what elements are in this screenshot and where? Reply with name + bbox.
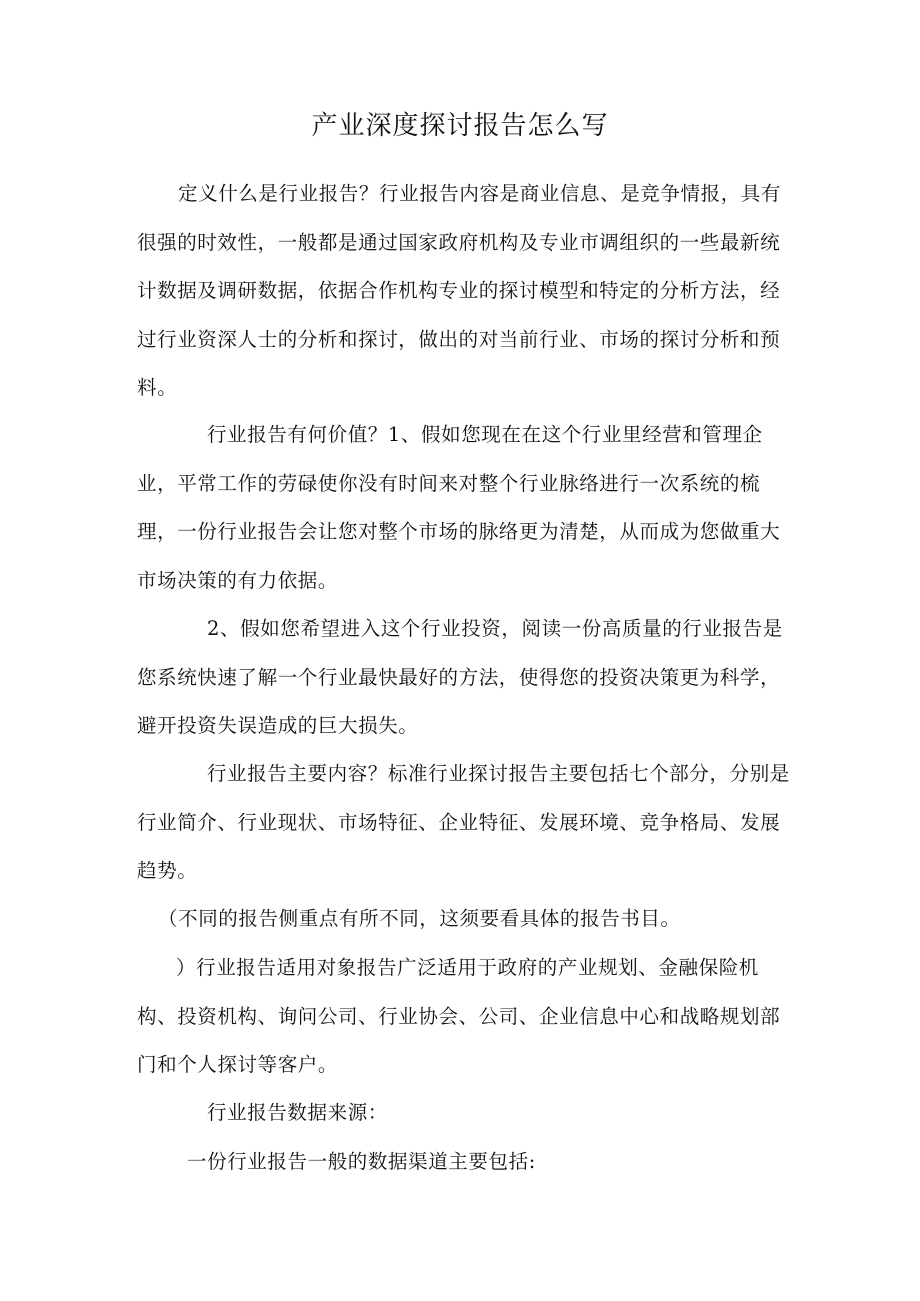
paragraph-value-1: 行业报告有何价值？1、假如您现在在这个行业里经营和管理企业，平常工作的劳碌使你没有时间来对整个行业脉络进行一次系统的梳理，一份行业报告会让您对整个市场的脉络更为清楚，从而成为您做重大市场决策的有力依据。 <box>137 423 781 592</box>
paragraph-note: （不同的报告侧重点有所不同，这须要看具体的报告书目。 <box>158 907 681 930</box>
paragraph-main-content: 行业报告主要内容？标准行业探讨报告主要包括七个部分，分别是行业简介、行业现状、市场特征、企业特征、发展环境、竞争格局、发展趋势。 <box>137 762 790 882</box>
paragraph-audience: ）行业报告适用对象报告广泛适用于政府的产业规划、金融保险机构、投资机构、询问公司、行业协会、公司、企业信息中心和战略规划部门和个人探讨等客户。 <box>137 956 781 1076</box>
paragraph-value-2: 2、假如您希望进入这个行业投资，阅读一份高质量的行业报告是您系统快速了解一个行业最快最好的方法，使得您的投资决策更为科学，避开投资失误造成的巨大损失。 <box>137 617 783 737</box>
document-title: 产业深度探讨报告怎么写 <box>311 111 609 141</box>
paragraph-definition: 定义什么是行业报告？行业报告内容是商业信息、是竞争情报，具有很强的时效性，一般都是通过国家政府机构及专业市调组织的一些最新统计数据及调研数据，依据合作机构专业的探讨模型和特定的分析方法，经过行业资深人士的分析和探讨，做出的对当前行业、市场的探讨分析和预料。 <box>137 182 782 399</box>
paragraph-data-source-heading: 行业报告数据来源： <box>207 1101 388 1124</box>
paragraph-data-channels: 一份行业报告一般的数据渠道主要包括: <box>187 1150 536 1173</box>
